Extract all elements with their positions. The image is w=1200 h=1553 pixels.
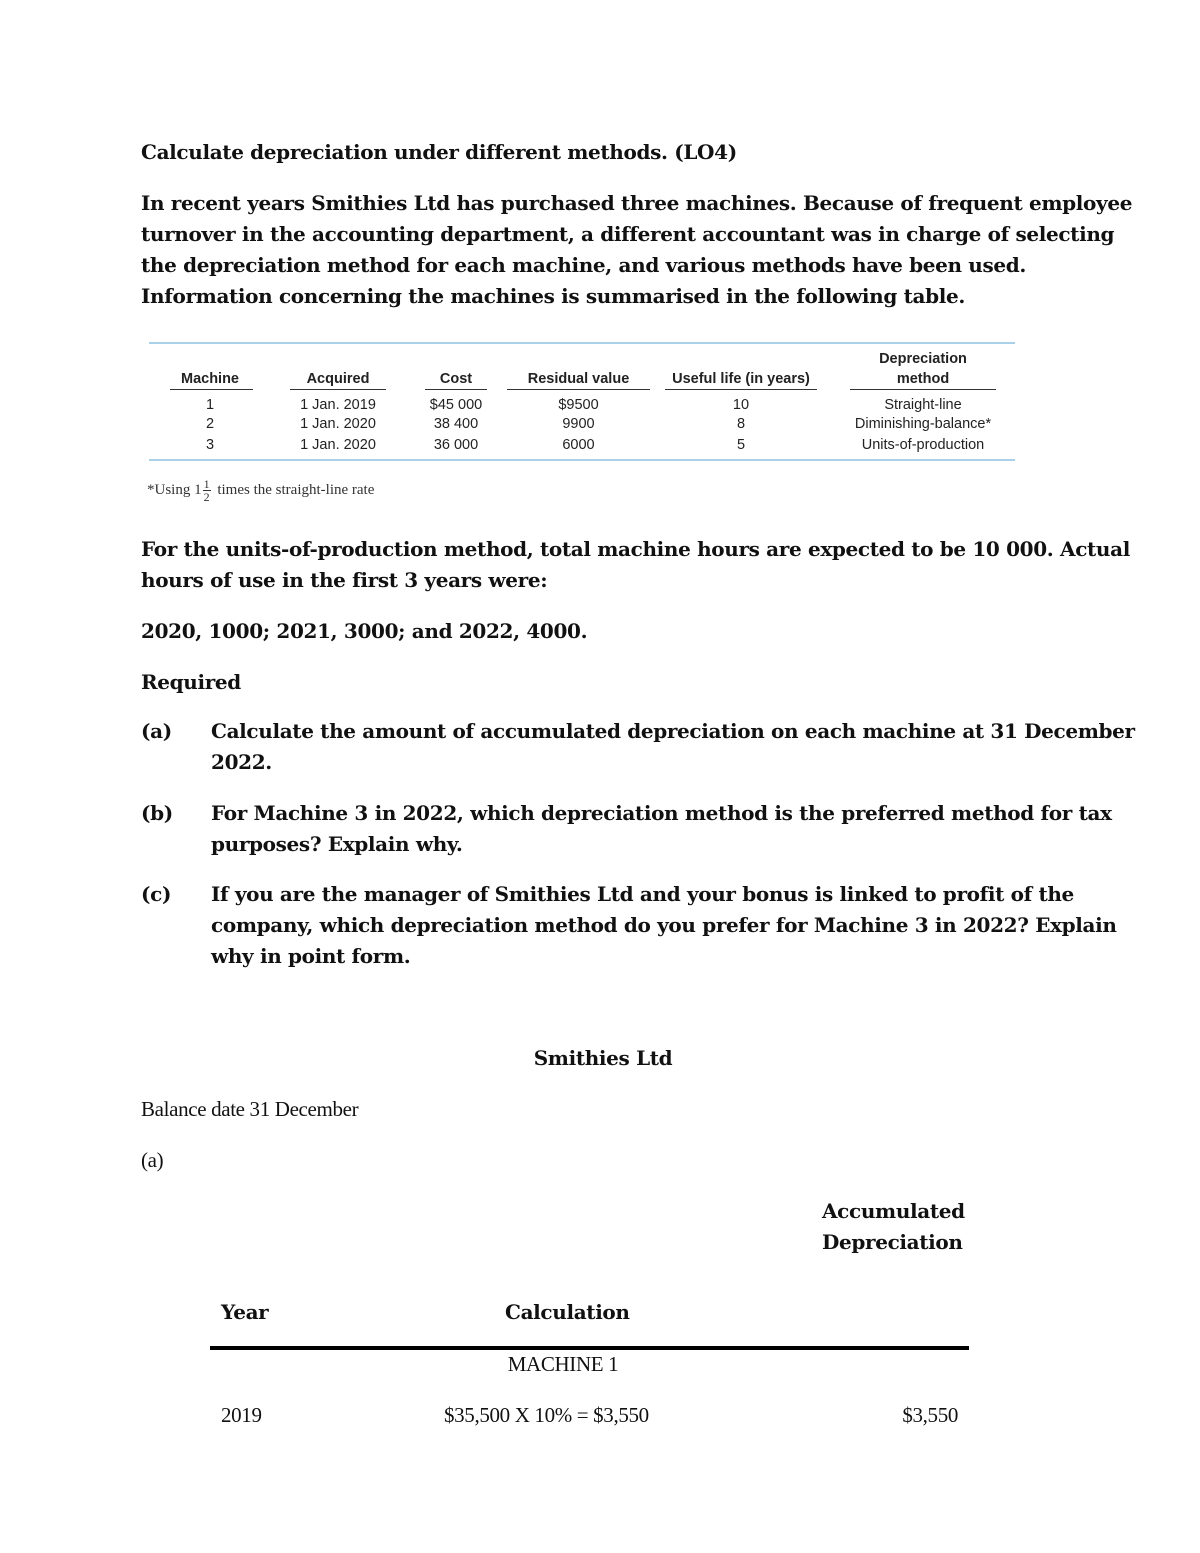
header-underline: [170, 389, 253, 390]
footnote-prefix: *Using 1: [147, 481, 202, 498]
row-year: 2019: [221, 1403, 262, 1427]
fraction-one-half: $\frac{1}{2}$: [203, 477, 210, 504]
intro-line: turnover in the accounting department, a different accountant was in charge of selecting: [141, 222, 1115, 246]
intro-line: the depreciation method for each machine, and various methods have been used.: [141, 253, 1026, 277]
header-residual: Residual value: [527, 371, 630, 387]
table-footnote: [147, 478, 374, 503]
cell-residual: 6000: [562, 437, 595, 453]
cell-method: Straight-line: [884, 397, 962, 413]
cell-useful-life: 10: [732, 397, 750, 413]
header-underline: [507, 389, 650, 390]
cell-acquired: 1 Jan. 2020: [300, 416, 376, 432]
required-label-c: (c): [141, 882, 172, 906]
cell-acquired: 1 Jan. 2019: [300, 397, 376, 413]
required-item-a: Calculate the amount of accumulated depreciation on each machine at 31 December 2022.: [211, 719, 1135, 774]
table-top-rule: [149, 342, 1015, 344]
column-header-year: Year: [221, 1300, 269, 1324]
header-method-line1: Depreciation: [879, 351, 967, 367]
required-item-c: If you are the manager of Smithies Ltd and your bonus is linked to profit of the company, which depreciation method do you prefer for Machine 3 in 2022? Explain why in point form.: [211, 882, 1117, 968]
header-useful-life: Useful life (in years): [672, 371, 810, 387]
company-title: Smithies Ltd: [533, 1046, 673, 1070]
header-underline: [290, 389, 386, 390]
units-line: For the units-of-production method, total machine hours are expected to be 10 000. Actual: [141, 537, 1130, 561]
cell-useful-life: 8: [736, 416, 746, 432]
cell-acquired: 1 Jan. 2020: [300, 437, 376, 453]
cell-residual: $9500: [558, 397, 599, 413]
column-header-calculation: Calculation: [505, 1300, 630, 1324]
row-calculation: $35,500 X 10% = $3,550: [444, 1403, 649, 1427]
cell-cost: 36 000: [433, 437, 479, 453]
answer-part-label: (a): [141, 1148, 164, 1172]
cell-useful-life: 5: [736, 437, 746, 453]
balance-date: Balance date 31 December: [141, 1097, 359, 1121]
intro-line: Information concerning the machines is summarised in the following table.: [141, 284, 965, 308]
header-method-line2: method: [896, 371, 950, 387]
intro-line: In recent years Smithies Ltd has purchased three machines. Because of frequent employee: [141, 191, 1133, 215]
cell-cost: $45 000: [429, 397, 483, 413]
header-underline: [425, 389, 487, 390]
cell-machine: 2: [205, 416, 215, 432]
section-machine-1: MACHINE 1: [507, 1352, 619, 1376]
actual-hours: 2020, 1000; 2021, 3000; and 2022, 4000.: [141, 619, 588, 643]
cell-method: Units-of-production: [861, 437, 985, 453]
intro-paragraph: [141, 188, 1132, 312]
required-item-b: For Machine 3 in 2022, which depreciation method is the preferred method for tax purposes? Explain why.: [211, 801, 1112, 856]
accumulated-depreciation-header: Accumulated Depreciation: [822, 1199, 965, 1254]
question-heading: Calculate depreciation under different methods. (LO4): [141, 140, 737, 164]
units-paragraph: [141, 534, 1130, 596]
units-line: hours of use in the first 3 years were:: [141, 568, 548, 592]
row-accumulated: $3,550: [902, 1403, 958, 1427]
table-bottom-rule: [149, 459, 1015, 461]
cell-machine: 3: [205, 437, 215, 453]
header-underline: [665, 389, 817, 390]
header-underline: [850, 389, 996, 390]
header-acquired: Acquired: [306, 371, 370, 387]
footnote-suffix: times the straight-line rate: [217, 481, 375, 498]
cell-residual: 9900: [562, 416, 595, 432]
cell-method: Diminishing-balance*: [854, 416, 992, 432]
required-title: Required: [141, 670, 241, 694]
cell-cost: 38 400: [433, 416, 479, 432]
header-cost: Cost: [439, 371, 473, 387]
required-label-a: (a): [141, 719, 172, 743]
cell-machine: 1: [205, 397, 215, 413]
header-machine: Machine: [180, 371, 239, 387]
required-label-b: (b): [141, 801, 173, 825]
